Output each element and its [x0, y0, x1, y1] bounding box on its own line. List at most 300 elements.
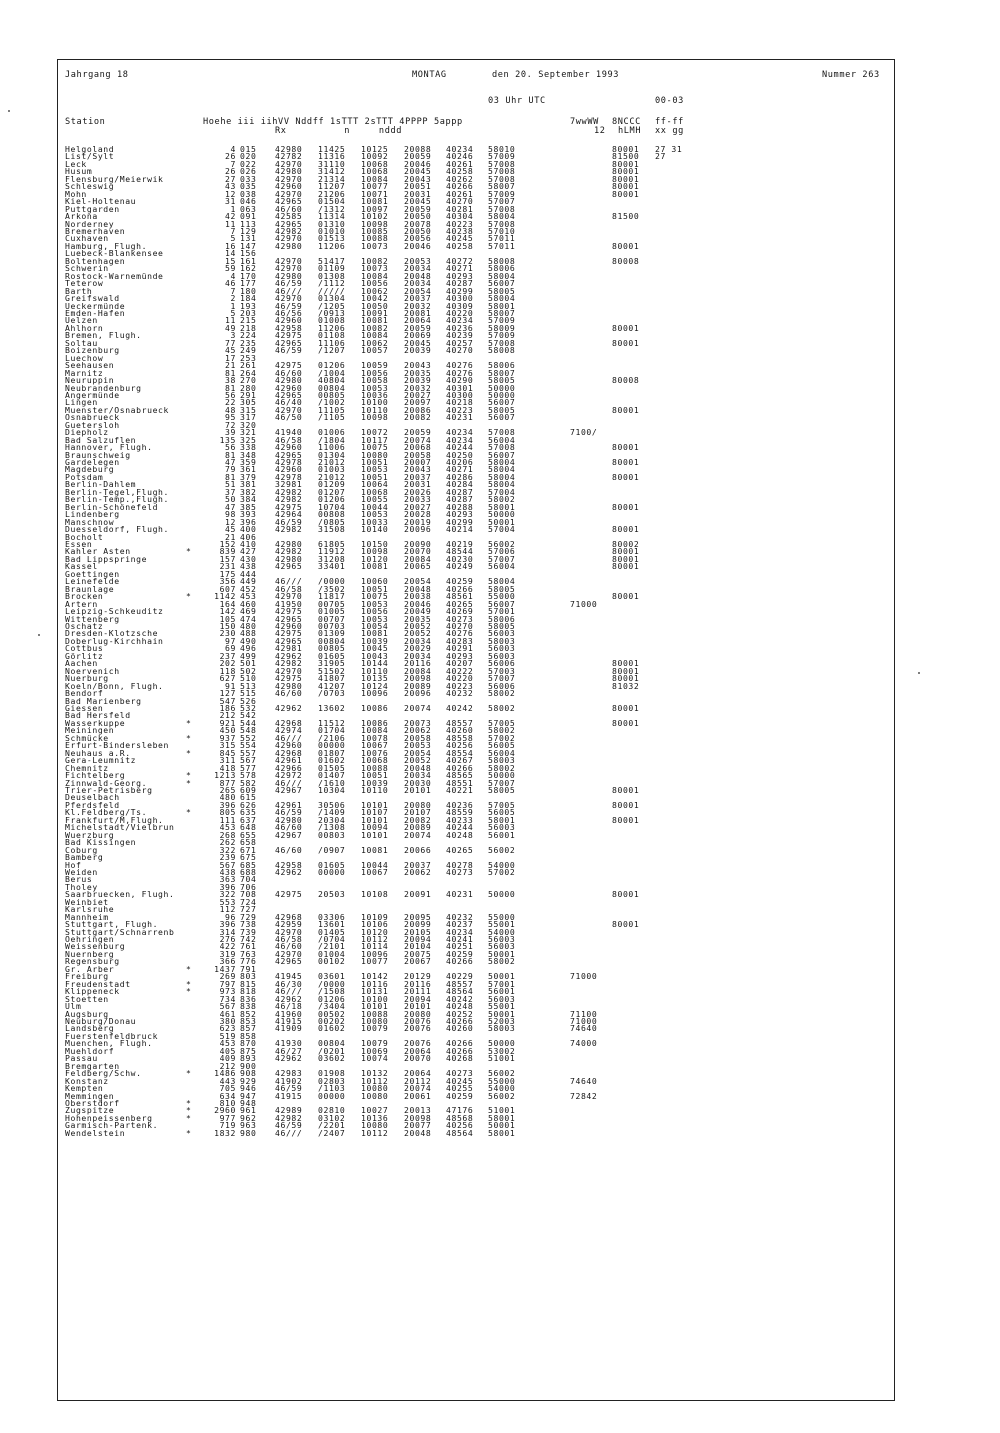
- station-id: 818: [240, 986, 257, 997]
- station-name: Dresden-Klotzsche: [65, 628, 159, 639]
- group-nddff: 00102: [318, 956, 346, 967]
- station-id: 609: [240, 784, 257, 795]
- station-id: 280: [240, 382, 257, 393]
- group-2sttt: 20067: [404, 956, 432, 967]
- group-4pppp: 40276: [446, 360, 474, 371]
- table-row: [0, 866, 1000, 877]
- station-name: Weiden: [65, 866, 98, 877]
- group-nddff: 01005: [318, 606, 346, 617]
- station-id: 177: [240, 278, 257, 289]
- station-id: 727: [240, 904, 257, 915]
- group-5appp: 58003: [488, 755, 516, 766]
- elevation: 31: [225, 196, 236, 207]
- elevation: 973: [219, 986, 236, 997]
- group-1sttt: 10067: [361, 866, 389, 877]
- group-1sttt: 10100: [361, 993, 389, 1004]
- mountain-marker: *: [186, 732, 192, 743]
- group-nddff: 40804: [318, 375, 346, 386]
- group-2sttt: 20035: [404, 367, 432, 378]
- station-name: Berlin-Dahlem: [65, 479, 137, 490]
- station-id: 161: [240, 255, 257, 266]
- group-8nccc: 80001: [612, 524, 640, 535]
- station-name: Berlin-Schönefeld: [65, 501, 159, 512]
- group-2sttt: 20034: [404, 770, 432, 781]
- group-1sttt: 10084: [361, 330, 389, 341]
- elevation: 1142: [214, 591, 236, 602]
- group-4pppp: 40233: [446, 814, 474, 825]
- station-name: Schmücke: [65, 732, 109, 743]
- station-name: Cuxhaven: [65, 233, 109, 244]
- table-row: [0, 1127, 1000, 1138]
- elevation: 15: [225, 255, 236, 266]
- group-iihvv: 32981: [275, 479, 303, 490]
- group-2sttt: 20064: [404, 1045, 432, 1056]
- group-5appp: 58004: [488, 457, 516, 468]
- station-name: Weissenburg: [65, 941, 126, 952]
- group-2sttt: 20074: [404, 1083, 432, 1094]
- elevation: 12: [225, 516, 236, 527]
- elevation: 175: [219, 568, 236, 579]
- group-1sttt: 10039: [361, 635, 389, 646]
- group-nddff: 00703: [318, 621, 346, 631]
- group-5appp: 57008: [488, 427, 516, 438]
- table-row: [0, 784, 1000, 795]
- group-iihvv: 42975: [275, 501, 303, 512]
- elevation: 396: [219, 799, 236, 810]
- elevation: 396: [219, 881, 236, 892]
- group-5appp: 57008: [488, 442, 516, 453]
- group-4pppp: 40244: [446, 822, 474, 833]
- elevation: 363: [219, 874, 236, 885]
- group-2sttt: 20062: [404, 725, 432, 736]
- elevation: 627: [219, 673, 236, 684]
- group-8nccc: 80001: [612, 814, 640, 825]
- elevation: 1832: [214, 1127, 236, 1138]
- elevation: 81: [225, 367, 236, 378]
- group-2sttt: 20059: [404, 203, 432, 214]
- group-iihvv: 42980: [275, 270, 303, 281]
- station-id: 315: [240, 404, 257, 415]
- elevation: 269: [219, 971, 236, 982]
- group-nddff: /1312: [318, 203, 346, 214]
- group-iihvv: 41915: [275, 1090, 303, 1101]
- elevation: 16: [225, 240, 236, 251]
- group-nddff: 11512: [318, 717, 346, 728]
- group-iihvv: 46/58: [275, 934, 303, 945]
- group-2sttt: 20043: [404, 173, 432, 184]
- station-id: 460: [240, 598, 257, 609]
- station-name: Cottbus: [65, 643, 104, 654]
- station-name: Kempten: [65, 1083, 104, 1094]
- group-1sttt: 10088: [361, 762, 389, 773]
- group-5appp: 58003: [488, 635, 516, 646]
- group-nddff: 01206: [318, 494, 346, 505]
- group-iihvv: 41909: [275, 1023, 303, 1034]
- group-2sttt: 20039: [404, 345, 432, 356]
- group-4pppp: 40260: [446, 725, 474, 736]
- group-2sttt: 20046: [404, 158, 432, 169]
- group-5appp: 57007: [488, 673, 516, 684]
- group-5appp: 56003: [488, 934, 516, 945]
- group-5appp: 52003: [488, 1016, 516, 1027]
- group-4pppp: 40223: [446, 680, 474, 691]
- station-name: Muehldorf: [65, 1045, 115, 1056]
- group-4pppp: 40258: [446, 166, 474, 177]
- station-name: Osnabrueck: [65, 412, 120, 423]
- station-id: 704: [240, 874, 257, 885]
- group-8nccc: 81500: [612, 151, 640, 162]
- station-name: Mannheim: [65, 911, 109, 922]
- group-iihvv: 42978: [275, 457, 303, 468]
- group-2sttt: 20038: [404, 591, 432, 602]
- station-id: 444: [240, 568, 257, 579]
- elevation: 380: [219, 1016, 236, 1027]
- group-8nccc: 80001: [612, 717, 640, 728]
- group-5appp: 58004: [488, 464, 516, 475]
- elevation: 157: [219, 553, 236, 564]
- group-iihvv: 46/60: [275, 203, 303, 214]
- group-4pppp: 40265: [446, 598, 474, 609]
- station-id: 637: [240, 814, 257, 825]
- station-name: Noervenich: [65, 665, 120, 676]
- group-1sttt: 10109: [361, 911, 389, 922]
- station-name: Barth: [65, 285, 93, 296]
- station-id: 400: [240, 524, 257, 535]
- elevation: 1213: [214, 770, 236, 781]
- group-1sttt: 10080: [361, 1083, 389, 1094]
- table-row: [0, 1055, 1000, 1062]
- group-5appp: 58008: [488, 345, 516, 356]
- group-4pppp: 40278: [446, 859, 474, 870]
- group-2sttt: 20105: [404, 926, 432, 937]
- group-4pppp: 40220: [446, 307, 474, 318]
- group-4pppp: 40223: [446, 218, 474, 229]
- group-iihvv: 46///: [275, 986, 303, 997]
- group-1sttt: 10053: [361, 613, 389, 624]
- group-iihvv: 42975: [275, 360, 303, 371]
- group-iihvv: 42970: [275, 173, 303, 184]
- elevation: 3: [230, 330, 236, 341]
- group-nddff: /0913: [318, 307, 346, 318]
- station-id: 502: [240, 665, 257, 676]
- station-id: 908: [240, 1068, 257, 1079]
- group-2sttt: 20077: [404, 1120, 432, 1131]
- group-2sttt: 20076: [404, 1016, 432, 1027]
- group-iihvv: 42965: [275, 635, 303, 646]
- station-id: 359: [240, 457, 257, 468]
- station-id: 763: [240, 948, 257, 959]
- group-8nccc: 80001: [612, 501, 640, 512]
- group-1sttt: 10055: [361, 494, 389, 505]
- group-1sttt: 10135: [361, 673, 389, 684]
- group-2sttt: 20053: [404, 740, 432, 751]
- group-nddff: 01309: [318, 628, 346, 639]
- group-1sttt: 10112: [361, 934, 389, 945]
- elevation: 607: [219, 583, 236, 594]
- station-name: Hamburg, Flugh.: [65, 240, 148, 251]
- group-iihvv: 42968: [275, 747, 303, 758]
- group-iihvv: 42958: [275, 322, 303, 333]
- group-iihvv: 42965: [275, 449, 303, 460]
- group-5appp: 54000: [488, 1083, 516, 1094]
- group-1sttt: 10053: [361, 464, 389, 475]
- group-4pppp: 40237: [446, 919, 474, 930]
- group-nddff: 00808: [318, 509, 346, 520]
- group-iihvv: 42959: [275, 919, 303, 930]
- group-iihvv: 46///: [275, 732, 303, 743]
- station-name: Freudenstadt: [65, 978, 131, 989]
- station-name: Marnitz: [65, 367, 104, 378]
- station-name: Berus: [65, 874, 93, 885]
- group-4pppp: 40261: [446, 188, 474, 199]
- elevation: 231: [219, 561, 236, 572]
- table-row: [0, 958, 1000, 965]
- elevation: 81: [225, 382, 236, 393]
- station-name: Magdeburg: [65, 464, 115, 475]
- time-range: 00-03: [655, 96, 684, 106]
- group-5appp: 56003: [488, 628, 516, 639]
- group-1sttt: 10073: [361, 240, 389, 251]
- group-iihvv: 42970: [275, 591, 303, 602]
- group-iihvv: 42980: [275, 166, 303, 177]
- group-5appp: 55000: [488, 591, 516, 602]
- elevation: 268: [219, 829, 236, 840]
- group-5appp: 56004: [488, 561, 516, 572]
- group-1sttt: 10101: [361, 814, 389, 825]
- group-4pppp: 48557: [446, 978, 474, 989]
- group-4pppp: 40250: [446, 449, 474, 460]
- group-5appp: 58006: [488, 263, 516, 274]
- elevation: 314: [219, 926, 236, 937]
- group-1sttt: 10071: [361, 188, 389, 199]
- station-name: Karlsruhe: [65, 904, 115, 915]
- group-iihvv: 42970: [275, 188, 303, 199]
- station-id: 791: [240, 963, 257, 974]
- group-5appp: 57011: [488, 233, 516, 244]
- station-name: Norderney: [65, 218, 115, 229]
- group-iihvv: 42972: [275, 770, 303, 781]
- elevation: 634: [219, 1090, 236, 1101]
- group-7wwww: 7100/: [570, 427, 598, 438]
- group-5appp: 56003: [488, 643, 516, 654]
- group-2sttt: 20052: [404, 755, 432, 766]
- elevation: 396: [219, 919, 236, 930]
- station-id: 249: [240, 345, 257, 356]
- station-id: 184: [240, 293, 257, 304]
- group-5appp: 56007: [488, 449, 516, 460]
- group-8nccc: 80001: [612, 702, 640, 713]
- group-2sttt: 20013: [404, 1105, 432, 1116]
- station-id: 688: [240, 866, 257, 877]
- group-nddff: 00804: [318, 382, 346, 393]
- group-iihvv: 42960: [275, 621, 303, 631]
- station-name: Hohenpeissenberg: [65, 1112, 153, 1123]
- elevation: 81: [225, 449, 236, 460]
- station-name: Helgoland: [65, 144, 115, 154]
- station-id: 615: [240, 792, 257, 803]
- station-name: Klippeneck: [65, 986, 120, 997]
- group-4pppp: 40219: [446, 539, 474, 550]
- group-iihvv: 46/59: [275, 516, 303, 527]
- group-nddff: 01605: [318, 650, 346, 661]
- group-iihvv: 42974: [275, 725, 303, 736]
- table-row: [0, 844, 1000, 855]
- group-8nccc: 80001: [612, 144, 640, 154]
- station-name: Bad Marienberg: [65, 695, 142, 706]
- group-1sttt: 10112: [361, 1127, 389, 1138]
- group-5appp: 58007: [488, 367, 516, 378]
- group-nddff: 30506: [318, 799, 346, 810]
- station-name: Landsberg: [65, 1023, 115, 1034]
- group-nddff: /0201: [318, 1045, 346, 1056]
- group-2sttt: 20046: [404, 240, 432, 251]
- group-5appp: 58007: [488, 181, 516, 192]
- group-1sttt: 10027: [361, 1105, 389, 1116]
- group-2sttt: 20080: [404, 1008, 432, 1019]
- station-id: 853: [240, 1016, 257, 1027]
- elevation: 142: [219, 606, 236, 617]
- station-id: 577: [240, 762, 257, 773]
- group-iihvv: 41930: [275, 1038, 303, 1049]
- station-id: 548: [240, 725, 257, 736]
- group-1sttt: 10077: [361, 181, 389, 192]
- group-iihvv: 42965: [275, 389, 303, 400]
- group-nddff: 01310: [318, 218, 346, 229]
- group-2sttt: 20075: [404, 948, 432, 959]
- group-5appp: 56004: [488, 747, 516, 758]
- group-iihvv: 42970: [275, 404, 303, 415]
- group-nddff: 11105: [318, 404, 346, 415]
- group-2sttt: 20035: [404, 613, 432, 624]
- group-5appp: 56007: [488, 397, 516, 408]
- elevation: 127: [219, 688, 236, 699]
- group-5appp: 55001: [488, 1001, 516, 1012]
- group-iihvv: 46/30: [275, 978, 303, 989]
- elevation: 49: [225, 322, 236, 333]
- column-header-clouds-sub: hLMH: [618, 126, 642, 136]
- group-1sttt: 10075: [361, 442, 389, 453]
- group-nddff: 11207: [318, 181, 346, 192]
- elevation: 11: [225, 218, 236, 229]
- group-1sttt: 10100: [361, 397, 389, 408]
- elevation: 12: [225, 188, 236, 199]
- group-nddff: 00202: [318, 1016, 346, 1027]
- station-name: Weinbiet: [65, 896, 109, 907]
- group-1sttt: 10110: [361, 404, 389, 415]
- group-iihvv: 46/59: [275, 300, 303, 311]
- group-4pppp: 40231: [446, 412, 474, 423]
- group-1sttt: 10081: [361, 628, 389, 639]
- group-iihvv: 46///: [275, 777, 303, 788]
- group-iihvv: 42968: [275, 911, 303, 922]
- elevation: 567: [219, 859, 236, 870]
- group-iihvv: 42967: [275, 829, 303, 840]
- station-name: Wittenberg: [65, 613, 120, 624]
- group-5appp: 57006: [488, 546, 516, 557]
- group-iihvv: 42960: [275, 181, 303, 192]
- station-name: Emden-Hafen: [65, 307, 126, 318]
- group-iihvv: 42982: [275, 658, 303, 669]
- group-5appp: 56007: [488, 598, 516, 609]
- group-1sttt: 10080: [361, 1090, 389, 1101]
- group-1sttt: 10082: [361, 255, 389, 266]
- group-2sttt: 20061: [404, 1090, 432, 1101]
- elevation: 322: [219, 844, 236, 855]
- mountain-marker: *: [186, 546, 192, 557]
- group-2sttt: 20048: [404, 1127, 432, 1138]
- group-2sttt: 20056: [404, 233, 432, 244]
- table-row: [0, 1090, 1000, 1101]
- group-nddff: /3404: [318, 1001, 346, 1012]
- group-8nccc: 80001: [612, 665, 640, 676]
- group-2sttt: 20074: [404, 434, 432, 445]
- elevation: 937: [219, 732, 236, 743]
- station-id: 480: [240, 621, 257, 631]
- group-iihvv: 42965: [275, 218, 303, 229]
- station-name: Bad Lippspringe: [65, 553, 148, 564]
- group-5appp: 50001: [488, 1008, 516, 1019]
- group-5appp: 58008: [488, 255, 516, 266]
- group-4pppp: 47176: [446, 1105, 474, 1116]
- group-1sttt: 10081: [361, 844, 389, 855]
- group-nddff: 11425: [318, 144, 346, 154]
- group-5appp: 57009: [488, 151, 516, 162]
- group-4pppp: 40304: [446, 211, 474, 222]
- elevation: 810: [219, 1098, 236, 1108]
- group-8nccc: 80002: [612, 539, 640, 550]
- group-5appp: 57005: [488, 717, 516, 728]
- group-1sttt: 10036: [361, 389, 389, 400]
- group-iihvv: 42982: [275, 546, 303, 557]
- group-5appp: 56002: [488, 539, 516, 550]
- station-id: 948: [240, 1098, 257, 1108]
- elevation: 14: [225, 248, 236, 259]
- group-iihvv: 42970: [275, 948, 303, 959]
- group-1sttt: 10094: [361, 822, 389, 833]
- group-4pppp: 40245: [446, 1075, 474, 1086]
- group-nddff: 31110: [318, 158, 346, 169]
- group-4pppp: 40273: [446, 866, 474, 877]
- group-5appp: 56001: [488, 986, 516, 997]
- group-nddff: 01008: [318, 315, 346, 326]
- group-nddff: 21314: [318, 173, 346, 184]
- elevation: 322: [219, 889, 236, 900]
- group-iihvv: 42960: [275, 442, 303, 453]
- group-8nccc: 81500: [612, 211, 640, 222]
- group-1sttt: 10067: [361, 740, 389, 751]
- station-name: Bremen, Flugh.: [65, 330, 142, 341]
- group-nddff: 11314: [318, 211, 346, 222]
- station-id: 180: [240, 285, 257, 296]
- group-4pppp: 40290: [446, 375, 474, 386]
- group-1sttt: 10097: [361, 203, 389, 214]
- station-name: Berlin-Temp.,Flugh.: [65, 494, 169, 505]
- station-name: Braunlage: [65, 583, 115, 594]
- group-iihvv: 46///: [275, 576, 303, 587]
- group-4pppp: 48565: [446, 770, 474, 781]
- group-4pppp: 40241: [446, 934, 474, 945]
- group-2sttt: 20070: [404, 1053, 432, 1064]
- group-iihvv: 42965: [275, 613, 303, 624]
- group-1sttt: 10088: [361, 233, 389, 244]
- group-1sttt: 10117: [361, 434, 389, 445]
- group-1sttt: 10039: [361, 777, 389, 788]
- station-id: 671: [240, 844, 257, 855]
- group-8nccc: 80001: [612, 546, 640, 557]
- group-2sttt: 20089: [404, 680, 432, 691]
- group-2sttt: 20058: [404, 449, 432, 460]
- group-nddff: 21012: [318, 471, 346, 482]
